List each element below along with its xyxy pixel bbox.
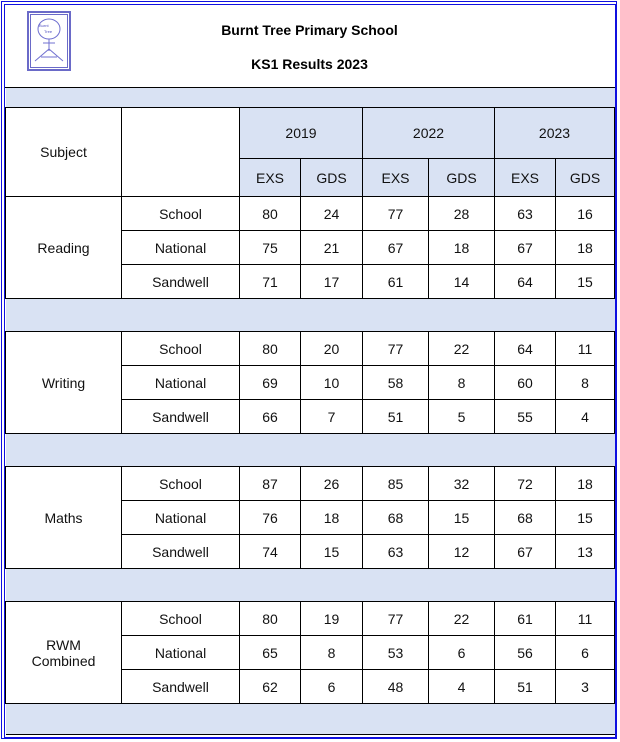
value-cell: 65	[240, 636, 301, 670]
value-cell: 15	[556, 501, 615, 535]
value-cell: 10	[301, 366, 363, 400]
year-header: 2019	[240, 108, 363, 159]
value-cell: 21	[301, 231, 363, 265]
value-cell: 64	[495, 332, 556, 366]
value-cell: 8	[429, 366, 495, 400]
comparison-label: Sandwell	[122, 670, 240, 704]
comparison-label: School	[122, 197, 240, 231]
results-table	[5, 87, 615, 735]
value-cell: 51	[363, 400, 429, 434]
school-name: Burnt Tree Primary School	[221, 22, 398, 38]
value-cell: 8	[301, 636, 363, 670]
value-cell: 20	[301, 332, 363, 366]
value-cell: 67	[363, 231, 429, 265]
value-cell: 66	[240, 400, 301, 434]
svg-text:Burnt: Burnt	[39, 23, 49, 28]
separator-band	[6, 569, 615, 602]
measure-header: GDS	[556, 159, 615, 197]
value-cell: 69	[240, 366, 301, 400]
comparison-label: Sandwell	[122, 265, 240, 299]
measure-header: EXS	[363, 159, 429, 197]
measure-header: EXS	[495, 159, 556, 197]
page-title: KS1 Results 2023	[251, 56, 368, 72]
value-cell: 15	[556, 265, 615, 299]
year-header: 2022	[363, 108, 495, 159]
value-cell: 61	[363, 265, 429, 299]
value-cell: 26	[301, 467, 363, 501]
comparison-label: School	[122, 602, 240, 636]
value-cell: 53	[363, 636, 429, 670]
value-cell: 71	[240, 265, 301, 299]
value-cell: 80	[240, 197, 301, 231]
value-cell: 87	[240, 467, 301, 501]
value-cell: 11	[556, 332, 615, 366]
value-cell: 18	[429, 231, 495, 265]
measure-header: GDS	[301, 159, 363, 197]
value-cell: 64	[495, 265, 556, 299]
value-cell: 6	[556, 636, 615, 670]
comparison-label: Sandwell	[122, 535, 240, 569]
comparison-label: Sandwell	[122, 400, 240, 434]
value-cell: 15	[301, 535, 363, 569]
value-cell: 68	[363, 501, 429, 535]
subject-cell: Reading	[6, 197, 122, 299]
value-cell: 55	[495, 400, 556, 434]
comparison-label: National	[122, 501, 240, 535]
value-cell: 3	[556, 670, 615, 704]
subject-cell: Writing	[6, 332, 122, 434]
value-cell: 16	[556, 197, 615, 231]
table-row	[6, 197, 615, 231]
value-cell: 77	[363, 332, 429, 366]
subject-header: Subject	[6, 108, 122, 197]
value-cell: 51	[495, 670, 556, 704]
table-row	[6, 602, 615, 636]
value-cell: 77	[363, 602, 429, 636]
measure-header: GDS	[429, 159, 495, 197]
comparison-label: National	[122, 366, 240, 400]
value-cell: 18	[556, 231, 615, 265]
value-cell: 7	[301, 400, 363, 434]
value-cell: 8	[556, 366, 615, 400]
value-cell: 67	[495, 231, 556, 265]
subject-cell: RWM Combined	[6, 602, 122, 704]
value-cell: 24	[301, 197, 363, 231]
year-header: 2023	[495, 108, 615, 159]
value-cell: 19	[301, 602, 363, 636]
value-cell: 12	[429, 535, 495, 569]
blank-header	[122, 108, 240, 197]
comparison-label: National	[122, 636, 240, 670]
comparison-label: School	[122, 332, 240, 366]
value-cell: 32	[429, 467, 495, 501]
value-cell: 11	[556, 602, 615, 636]
value-cell: 60	[495, 366, 556, 400]
value-cell: 28	[429, 197, 495, 231]
value-cell: 17	[301, 265, 363, 299]
value-cell: 75	[240, 231, 301, 265]
table-row	[6, 332, 615, 366]
value-cell: 62	[240, 670, 301, 704]
value-cell: 6	[429, 636, 495, 670]
value-cell: 61	[495, 602, 556, 636]
value-cell: 22	[429, 332, 495, 366]
comparison-label: School	[122, 467, 240, 501]
subject-cell: Maths	[6, 467, 122, 569]
separator-band	[6, 88, 615, 108]
svg-text:Tree: Tree	[44, 29, 53, 34]
measure-header: EXS	[240, 159, 301, 197]
value-cell: 18	[556, 467, 615, 501]
value-cell: 67	[495, 535, 556, 569]
value-cell: 14	[429, 265, 495, 299]
value-cell: 74	[240, 535, 301, 569]
value-cell: 80	[240, 332, 301, 366]
value-cell: 72	[495, 467, 556, 501]
value-cell: 58	[363, 366, 429, 400]
value-cell: 76	[240, 501, 301, 535]
table-row	[6, 467, 615, 501]
value-cell: 22	[429, 602, 495, 636]
value-cell: 85	[363, 467, 429, 501]
value-cell: 18	[301, 501, 363, 535]
comparison-label: National	[122, 231, 240, 265]
separator-band	[6, 434, 615, 467]
separator-band	[6, 704, 615, 735]
value-cell: 48	[363, 670, 429, 704]
value-cell: 15	[429, 501, 495, 535]
value-cell: 4	[556, 400, 615, 434]
value-cell: 63	[363, 535, 429, 569]
value-cell: 68	[495, 501, 556, 535]
value-cell: 5	[429, 400, 495, 434]
page-header	[5, 5, 614, 88]
value-cell: 4	[429, 670, 495, 704]
value-cell: 63	[495, 197, 556, 231]
separator-band	[6, 299, 615, 332]
value-cell: 77	[363, 197, 429, 231]
value-cell: 56	[495, 636, 556, 670]
value-cell: 6	[301, 670, 363, 704]
value-cell: 80	[240, 602, 301, 636]
value-cell: 13	[556, 535, 615, 569]
